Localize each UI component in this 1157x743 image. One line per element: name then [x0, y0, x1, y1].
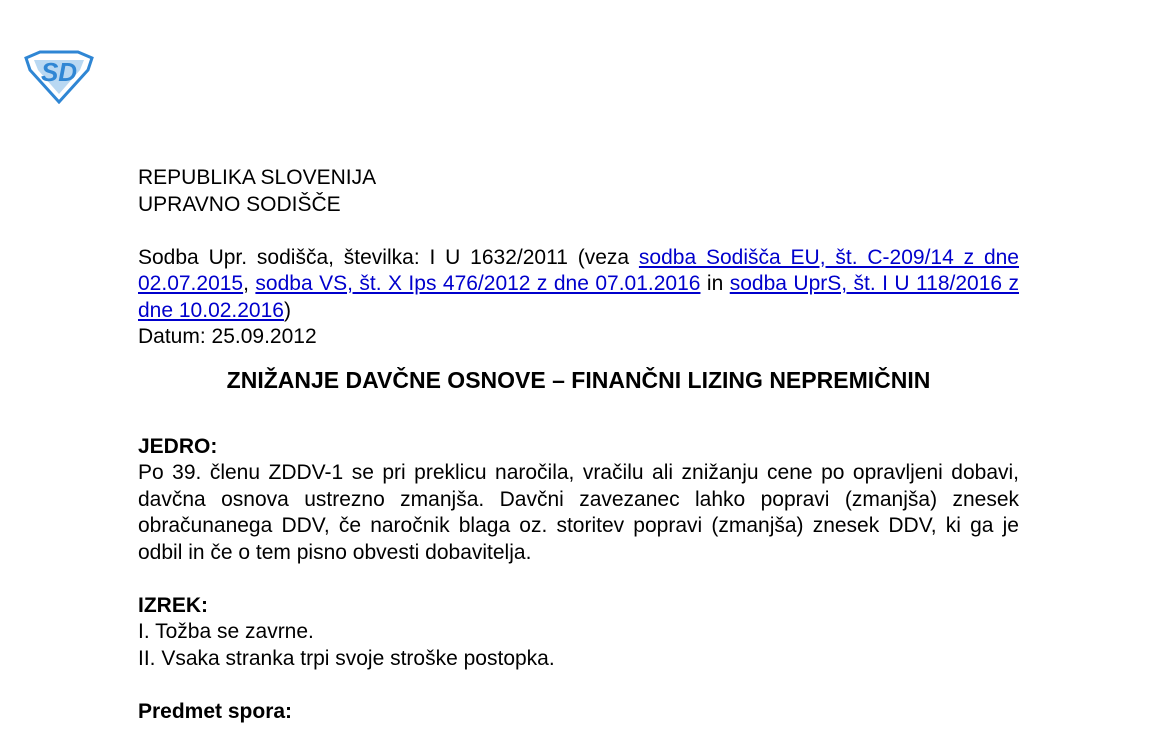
- citation: Sodba Upr. sodišča, številka: I U 1632/2011 (veza sodba Sodišča EU, št. C-209/14 z dne 02.07.2015, sodba VS, št. X Ips 476/2012 z dne 07.01.2016 in sodba UprS, št. I U 118/2016 z dne 10.02.2016): [138, 245, 1020, 322]
- court-shield-logo: [22, 48, 96, 104]
- decision-date: Datum: 25.09.2012: [138, 325, 317, 348]
- izrek-heading: IZREK:: [138, 593, 208, 617]
- link-eu-judgment[interactable]: sodba Sodišča EU, št. C-209/14 z dne 02.07.2015: [138, 245, 1019, 295]
- izrek-item-2: II. Vsaka stranka trpi svoje stroške postopka.: [138, 646, 555, 670]
- header-republic: REPUBLIKA SLOVENIJA: [138, 166, 377, 189]
- izrek-item-1: I. Tožba se zavrne.: [138, 620, 314, 643]
- jedro-heading: JEDRO:: [138, 434, 218, 458]
- document-title: ZNIŽANJE DAVČNE OSNOVE – FINANČNI LIZING NEPREMIČNIN: [226, 366, 931, 393]
- document-body: [138, 165, 1019, 725]
- header-court: UPRAVNO SODIŠČE: [138, 192, 341, 216]
- link-uprs-judgment[interactable]: sodba UprS, št. I U 118/2016 z dne 10.02.2016: [138, 272, 1020, 322]
- subject-heading: Predmet spora:: [138, 699, 293, 723]
- link-vs-judgment[interactable]: sodba VS, št. X Ips 476/2012 z dne 07.01.2016: [255, 272, 701, 295]
- jedro-text: Po 39. členu ZDDV-1 se pri preklicu naročila, vračilu ali znižanju cene po opravljeni dobavi, davčna osnova ustrezno zmanjša. Davčni zavezanec lahko popravi (zmanjša) znesek obračunanega DDV, če naročnik blaga oz. storitev popravi (zmanjša) znesek DDV, ki ga je odbil in če o tem pisno obvesti dobavitelja.: [138, 461, 1019, 564]
- svg-text:SD: SD: [40, 57, 78, 87]
- citation-prefix: Sodba Upr. sodišča, številka: I U 1632/2011 (veza: [138, 245, 639, 269]
